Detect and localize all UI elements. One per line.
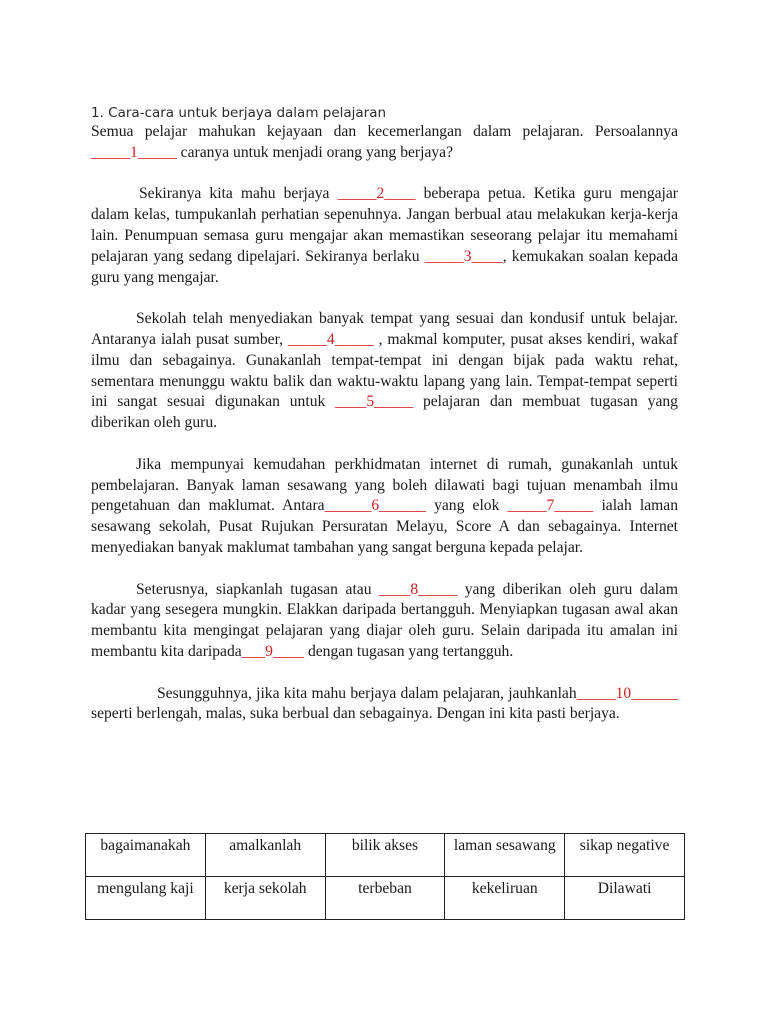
blank-1: _____1_____ xyxy=(91,143,177,161)
paragraph-text: seperti berlengah, malas, suka berbual dan sebagainya. Dengan ini kita pasti berjaya. xyxy=(91,705,620,723)
section-heading: 1. Cara-cara untuk berjaya dalam pelajaran xyxy=(91,105,387,121)
blank-4: _____4_____ xyxy=(287,330,374,348)
table-cell: Dilawati xyxy=(565,877,685,920)
paragraph-text: dengan tugasan yang tertangguh. xyxy=(304,642,514,660)
paragraph-3 xyxy=(91,309,678,434)
blank-5: ____5_____ xyxy=(335,393,414,411)
paragraph-text: pelajaran dan membuat tugasan yang diberikan oleh guru. xyxy=(91,393,678,432)
paragraph-text: caranya untuk menjadi orang yang berjaya? xyxy=(176,143,453,161)
document-body xyxy=(91,104,678,746)
answer-table xyxy=(85,833,685,920)
table-row xyxy=(86,834,685,877)
blank-10: _____10______ xyxy=(576,684,678,702)
paragraph-text: Seterusnya, siapkanlah tugasan atau xyxy=(136,580,380,598)
paragraph-text: Jika mempunyai kemudahan perkhidmatan internet di rumah, gunakanlah untuk pembelajaran. Banyak laman sesawang yang boleh dilawati bagi tujuan menambah ilmu pengetahuan dan maklumat. Antara xyxy=(91,455,678,515)
paragraph-text: , makmal komputer, pusat akses kendiri, wakaf ilmu dan sebagainya. Gunakanlah tempat-tempat ini dengan bijak pada waktu rehat, sementara menunggu waktu balik dan waktu-waktu lapang yang lain. Tempat-tempat seperti ini sangat sesuai digunakan untuk xyxy=(91,330,679,411)
table-cell: mengulang kaji xyxy=(86,877,206,920)
table-cell: bilik akses xyxy=(325,834,445,877)
paragraph-6 xyxy=(91,684,678,726)
table-cell: terbeban xyxy=(325,877,445,920)
paragraph-text: Sesungguhnya, jika kita mahu berjaya dalam pelajaran, jauhkanlah xyxy=(157,684,577,702)
paragraph-2 xyxy=(91,184,678,288)
paragraph-text: yang elok xyxy=(425,497,508,515)
table-cell: kerja sekolah xyxy=(205,877,325,920)
blank-8: ____8_____ xyxy=(379,580,458,598)
blank-9: ___9____ xyxy=(241,642,305,660)
paragraph-text: yang diberikan oleh guru dalam kadar yang sesegera mungkin. Elakkan daripada bertangguh. Menyiapkan tugasan awal akan membantu kita mengingat pelajaran yang diajar oleh guru. Selain daripada itu amalan ini membantu kita daripada xyxy=(91,580,678,660)
paragraph-4 xyxy=(91,455,678,559)
table-cell: sikap negative xyxy=(565,834,685,877)
paragraph-text: beberapa petua. Ketika guru mengajar dalam kelas, tumpukanlah perhatian sepenuhnya. Jangan berbual atau melakukan kerja-kerja lain. Penumpuan semasa guru mengajar akan memastikan seseorang pelajar itu memahami pelajaran yang sedang dipelajari. Sekiranya berlaku xyxy=(91,185,678,265)
paragraph-text: Semua pelajar mahukan kejayaan dan kecemerlangan dalam pelajaran. Persoalannya xyxy=(91,123,678,140)
paragraph-text: Sekolah telah menyediakan banyak tempat yang sesuai dan kondusif untuk belajar. Antaranya ialah pusat sumber, xyxy=(91,310,678,348)
paragraph-1 xyxy=(91,122,678,164)
table-cell: laman sesawang xyxy=(445,834,565,877)
blank-3: _____3____ xyxy=(424,247,503,265)
paragraph-text: , kemukakan soalan kepada guru yang mengajar. xyxy=(91,247,678,286)
table-cell: amalkanlah xyxy=(205,834,325,877)
table-cell: kekeliruan xyxy=(445,877,565,920)
blank-2: _____2____ xyxy=(337,185,416,203)
blank-6: ______6______ xyxy=(324,497,426,515)
table-row xyxy=(86,877,685,920)
paragraph-text: Sekiranya kita mahu berjaya xyxy=(139,185,338,203)
paragraph-text: ialah laman sesawang sekolah, Pusat Rujukan Persuratan Melayu, Score A dan sebagainya. Internet menyediakan banyak maklumat tambahan yang sangat berguna kepada pelajar. xyxy=(91,497,678,556)
blank-7: _____7_____ xyxy=(507,497,594,515)
table-cell: bagaimanakah xyxy=(86,834,206,877)
paragraph-5 xyxy=(91,580,678,663)
